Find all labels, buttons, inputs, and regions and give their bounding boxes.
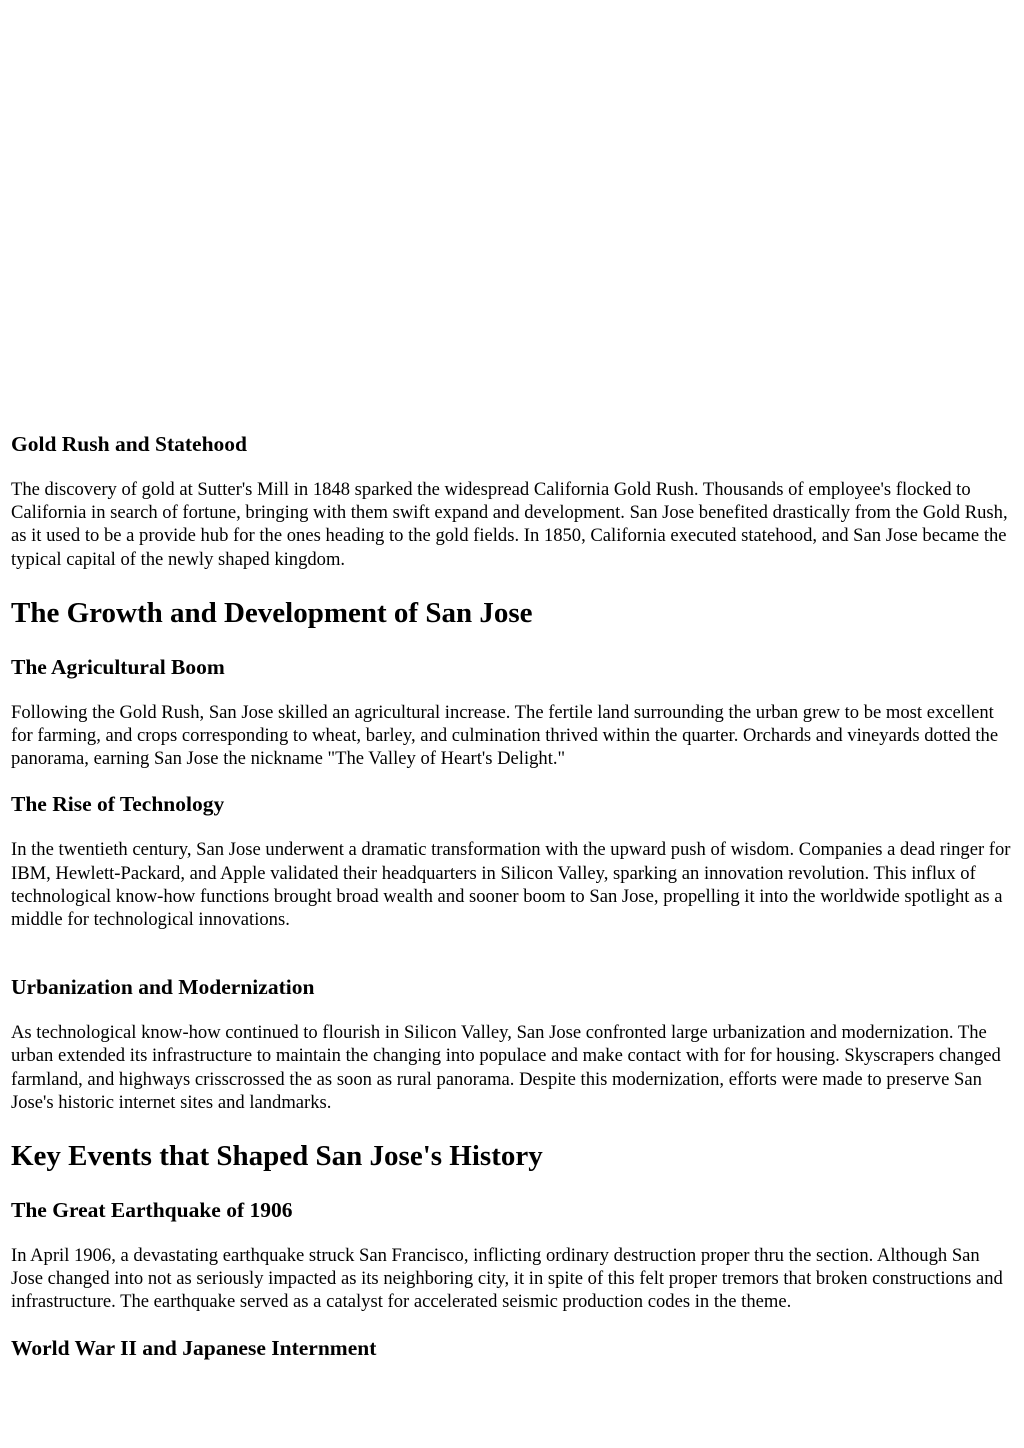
heading-rise-of-technology: The Rise of Technology: [11, 792, 225, 817]
article-content: [0, 428, 1024, 1364]
heading-world-war-ii: World War II and Japanese Internment: [11, 1335, 377, 1360]
heading-key-events: Key Events that Shaped San Jose's History: [11, 1140, 543, 1173]
paragraph-agricultural-boom: Following the Gold Rush, San Jose skilled an agricultural increase. The fertile land surrounding the urban grew to be most excellent for farming, and crops corresponding to wheat, barley, and culmination thrived within the quarter. Orchards and vineyards dotted the panorama, earning San Jose the nickname "The Valley of Heart's Delight.": [11, 701, 999, 770]
heading-urbanization: Urbanization and Modernization: [11, 975, 315, 1000]
heading-agricultural-boom: The Agricultural Boom: [11, 654, 225, 679]
heading-gold-rush: Gold Rush and Statehood: [11, 432, 247, 456]
heading-great-earthquake: The Great Earthquake of 1906: [11, 1198, 293, 1223]
paragraph-rise-of-technology: In the twentieth century, San Jose underwent a dramatic transformation with the upward push of wisdom. Companies a dead ringer for IBM, Hewlett-Packard, and Apple validated their headquarters in Silicon Valley, sparking an innovation revolution. This influx of technological know-how functions brought broad wealth and sooner boom to San Jose, propelling it into the worldwide spotlight as a middle for technological innovations.: [11, 839, 1011, 931]
paragraph-urbanization: As technological know-how continued to flourish in Silicon Valley, San Jose confronted large urbanization and modernization. The urban extended its infrastructure to maintain the changing into populace and make contact with for for housing. Skyscrapers changed farmland, and highways crisscrossed the as soon as rural panorama. Despite this modernization, efforts were made to preserve San Jose's historic internet sites and landmarks.: [11, 1022, 1001, 1113]
heading-growth-development: The Growth and Development of San Jose: [11, 596, 533, 629]
paragraph-gold-rush: The discovery of gold at Sutter's Mill in 1848 sparked the widespread California Gold Rush. Thousands of employee's flocked to California in search of fortune, bringing with them swift expand and development. San Jose benefited drastically from the Gold Rush, as it used to be a provide hub for the ones heading to the gold fields. In 1850, California executed statehood, and San Jose became the typical capital of the newly shaped kingdom.: [11, 479, 1008, 570]
paragraph-great-earthquake: In April 1906, a devastating earthquake struck San Francisco, inflicting ordinary destruction proper thru the section. Although San Jose changed into not as seriously impacted as its neighboring city, it in spite of this felt proper tremors that broken constructions and infrastructure. The earthquake served as a catalyst for accelerated seismic production codes in the theme.: [11, 1245, 1003, 1313]
blank-top-area: [0, 0, 1024, 428]
